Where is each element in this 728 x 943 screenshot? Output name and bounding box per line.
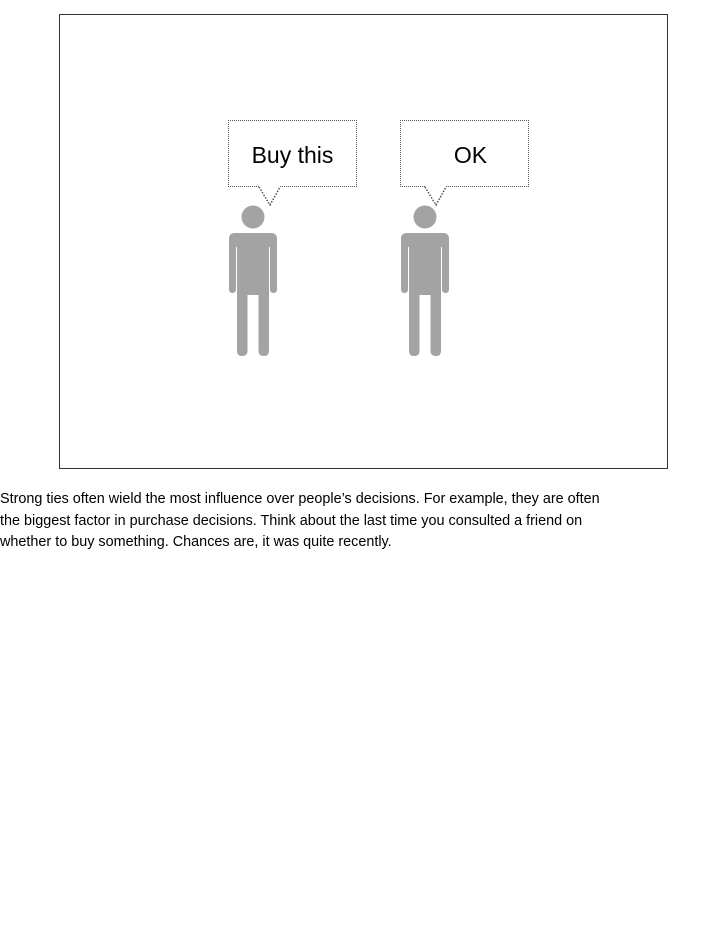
speaker-notes-line: the biggest factor in purchase decisions. Think about the last time you consulted a friend on [0,512,583,529]
speech-bubble-left [228,120,357,187]
speech-bubble-right-text: OK [453,142,488,168]
slide-frame [59,14,668,469]
person-icon [399,205,451,357]
speech-bubble-right [400,120,529,187]
speaker-notes [0,489,728,554]
speech-bubble-left-text: Buy this [251,142,334,168]
speaker-notes-line: Strong ties often wield the most influence over people’s decisions. For example, they are often [0,491,600,507]
person-icon [227,205,279,357]
speaker-notes-line: whether to buy something. Chances are, it was quite recently. [0,534,392,550]
